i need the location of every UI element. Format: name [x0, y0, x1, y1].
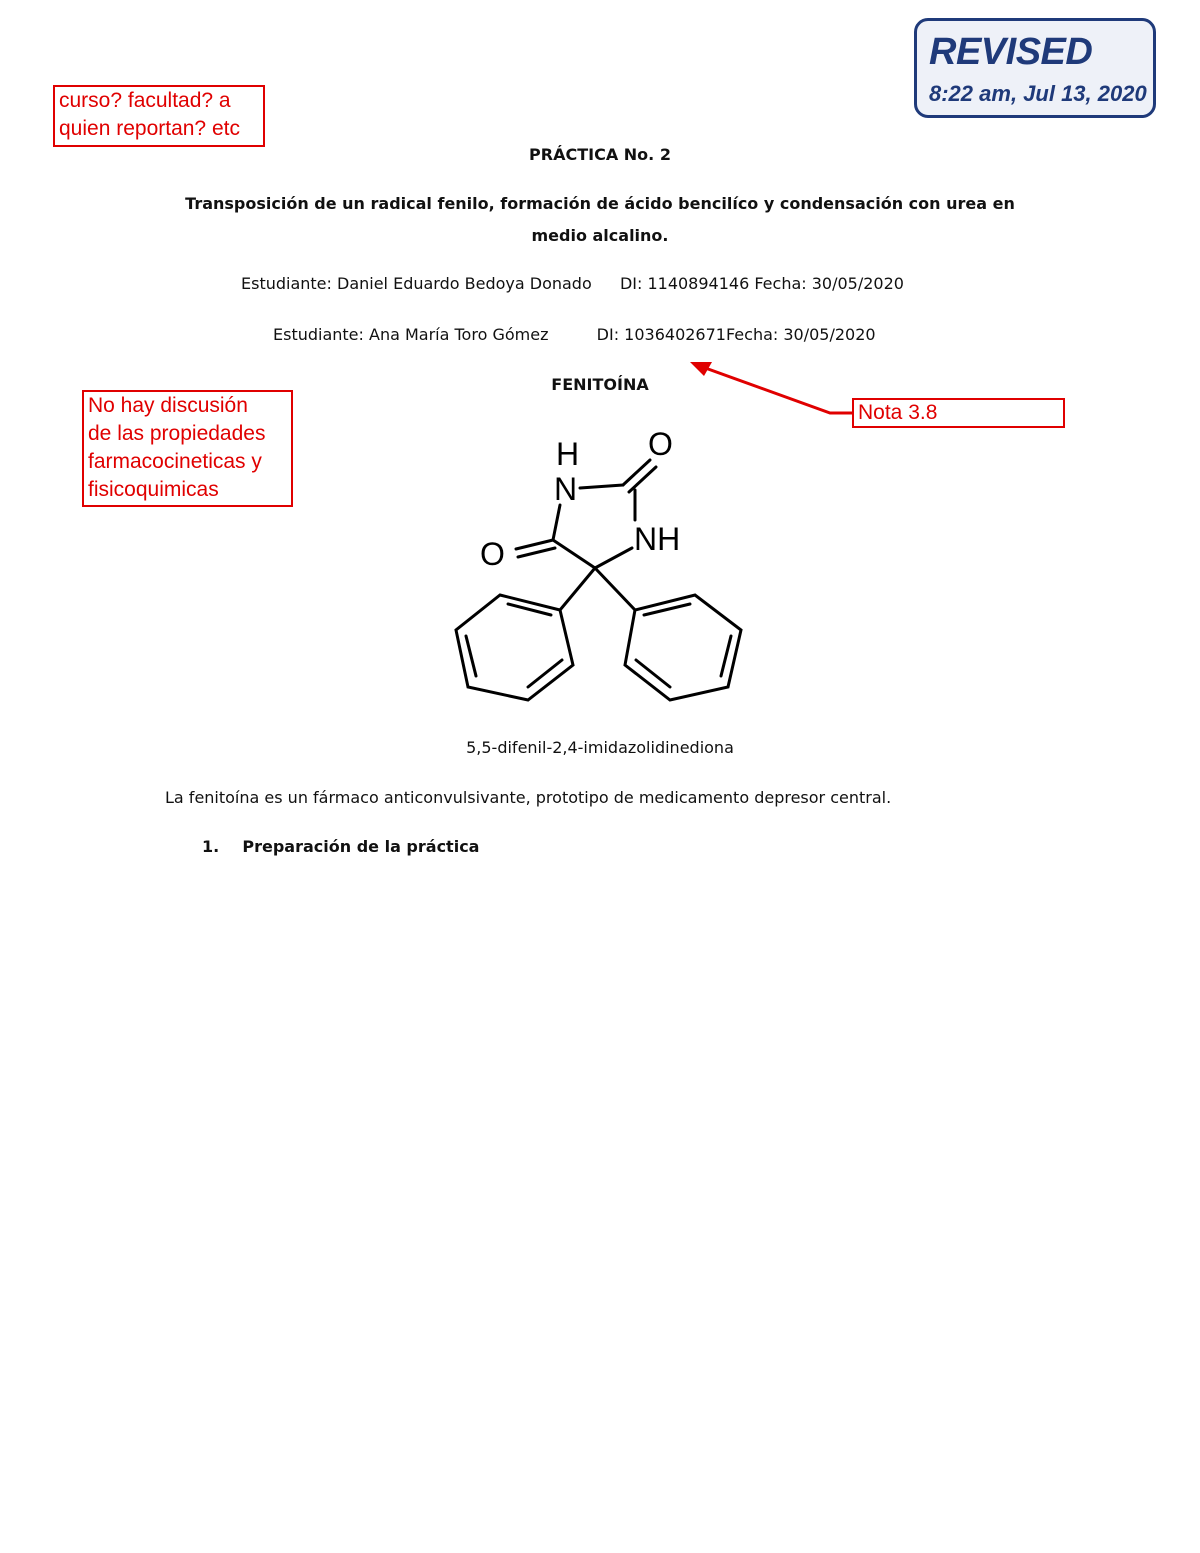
subtitle-line2: medio alcalino. — [531, 226, 669, 245]
section-heading — [202, 837, 479, 856]
grade-text: Nota 3.8 — [858, 401, 938, 424]
annotation-line: fisicoquimicas — [88, 478, 219, 501]
annotation-line: de las propiedades — [88, 422, 266, 445]
subtitle-line1: Transposición de un radical fenilo, formación de ácido bencilíco y condensación con urea en — [185, 194, 1015, 213]
annotation-line: curso? facultad? a — [59, 89, 231, 112]
atom-nh: NH — [634, 521, 681, 557]
stamp-title: REVISED — [929, 31, 1093, 73]
annotation-line: farmacocineticas y — [88, 450, 262, 473]
iupac-name: 5,5-difenil-2,4-imidazolidinediona — [466, 738, 734, 757]
revised-stamp — [914, 18, 1156, 118]
student-id: DI: 1036402671 — [596, 325, 726, 344]
student-name: Estudiante: Daniel Eduardo Bedoya Donado — [241, 274, 592, 293]
phenytoin-structure — [450, 425, 750, 715]
annotation-discussion — [82, 390, 293, 507]
description-text: La fenitoína es un fármaco anticonvulsivante, prototipo de medicamento depresor central. — [165, 788, 892, 807]
student-row-1 — [241, 274, 904, 293]
annotation-course-question — [53, 85, 265, 147]
annotation-line: No hay discusión — [88, 394, 248, 417]
practice-title: PRÁCTICA No. 2 — [529, 145, 671, 164]
annotation-grade — [852, 398, 1065, 428]
section-title: Preparación de la práctica — [242, 837, 480, 856]
student-id: DI: 1140894146 — [619, 274, 750, 293]
stamp-timestamp: 8:22 am, Jul 13, 2020 — [929, 81, 1147, 106]
section-number: 1. — [202, 837, 220, 856]
atom-o-top: O — [648, 426, 673, 462]
student-date: Fecha: 30/05/2020 — [754, 274, 904, 293]
atom-n1: N — [554, 471, 578, 507]
compound-heading: FENITOÍNA — [551, 375, 649, 394]
student-row-2 — [273, 325, 876, 344]
atom-o-left: O — [480, 536, 505, 572]
student-name: Estudiante: Ana María Toro Gómez — [273, 325, 549, 344]
annotation-line: quien reportan? etc — [59, 117, 240, 140]
atom-h: H — [556, 436, 580, 472]
student-date: Fecha: 30/05/2020 — [725, 325, 876, 344]
